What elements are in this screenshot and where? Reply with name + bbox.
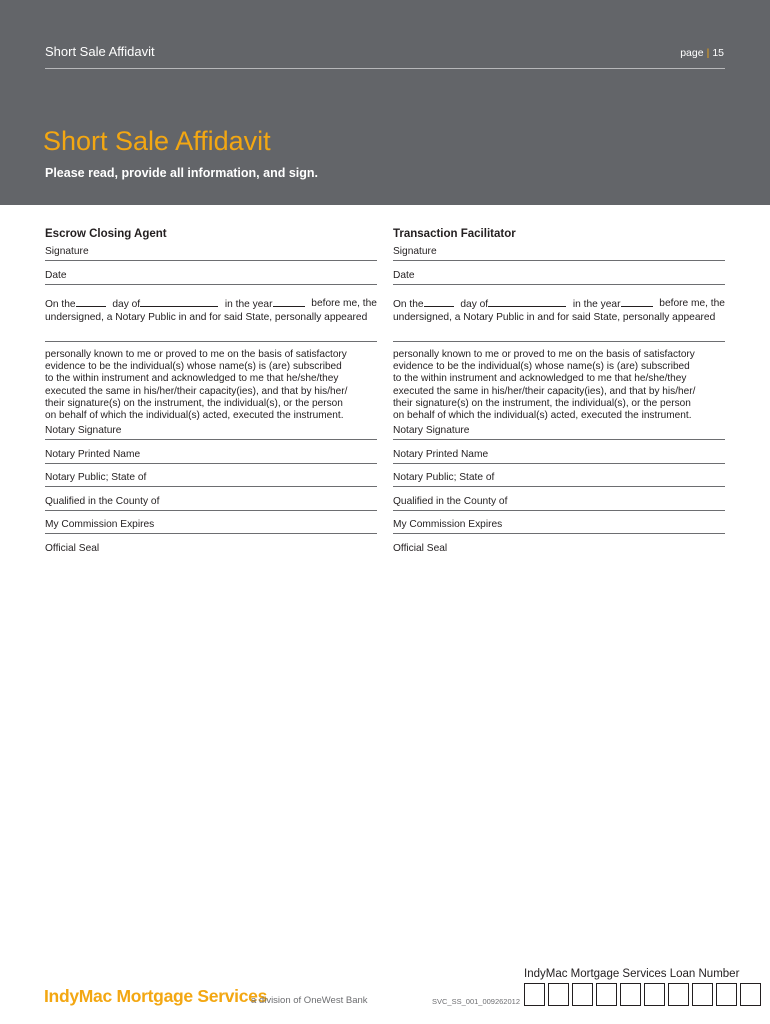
commission-expires-field[interactable]: My Commission Expires	[393, 518, 725, 534]
year-blank[interactable]	[273, 297, 305, 307]
notary-public-state-field[interactable]: Notary Public; State of	[393, 471, 725, 487]
date-field[interactable]: Date	[393, 269, 725, 285]
appeared-name-field[interactable]	[393, 324, 725, 342]
section-heading: Escrow Closing Agent	[45, 228, 167, 240]
commission-expires-field[interactable]: My Commission Expires	[45, 518, 377, 534]
header-divider	[45, 68, 725, 69]
acknowledgment-paragraph	[45, 349, 377, 422]
notary-signature-field[interactable]: Notary Signature	[45, 424, 377, 440]
day-of-text: day of	[112, 299, 141, 310]
paragraph-line: executed the same in his/her/their capacity(ies), and that by his/her/	[45, 385, 348, 397]
document-code: SVC_SS_001_009262012	[432, 997, 520, 1006]
loan-number-digit-box[interactable]	[716, 983, 737, 1006]
paragraph-line: their signature(s) on the instrument, the individual(s), or the person	[393, 397, 691, 409]
qualified-county-field[interactable]: Qualified in the County of	[45, 495, 377, 511]
notary-acknowledgment-intro	[45, 297, 377, 324]
loan-number-boxes	[524, 983, 764, 1006]
day-blank[interactable]	[76, 297, 106, 307]
running-title: Short Sale Affidavit	[45, 44, 155, 59]
paragraph-line: their signature(s) on the instrument, the individual(s), or the person	[45, 397, 343, 409]
notary-public-state-field[interactable]: Notary Public; State of	[45, 471, 377, 487]
page-title: Short Sale Affidavit	[43, 126, 271, 156]
section-heading: Transaction Facilitator	[393, 228, 516, 240]
paragraph-line: on behalf of which the individual(s) acted, executed the instrument.	[45, 410, 344, 422]
paragraph-line: on behalf of which the individual(s) acted, executed the instrument.	[393, 410, 692, 422]
paragraph-line: to the within instrument and acknowledged to me that he/she/they	[393, 373, 687, 385]
date-field[interactable]: Date	[45, 269, 377, 285]
header-band	[0, 0, 770, 205]
notary-printed-name-field[interactable]: Notary Printed Name	[393, 448, 725, 464]
page-number-label	[680, 47, 724, 59]
notary-signature-field[interactable]: Notary Signature	[393, 424, 725, 440]
page-subtitle: Please read, provide all information, and sign.	[45, 166, 318, 180]
day-of-text: day of	[460, 299, 489, 310]
page-separator: |	[706, 47, 710, 59]
loan-number-digit-box[interactable]	[572, 983, 593, 1006]
loan-number-digit-box[interactable]	[668, 983, 689, 1006]
on-the-text: On the	[45, 299, 76, 310]
page-number: 15	[712, 47, 724, 59]
loan-number-digit-box[interactable]	[692, 983, 713, 1006]
appeared-name-field[interactable]	[45, 324, 377, 342]
qualified-county-field[interactable]: Qualified in the County of	[393, 495, 725, 511]
signature-field[interactable]: Signature	[393, 245, 725, 261]
loan-number-digit-box[interactable]	[524, 983, 545, 1006]
paragraph-line: executed the same in his/her/their capacity(ies), and that by his/her/	[393, 385, 696, 397]
loan-number-digit-box[interactable]	[596, 983, 617, 1006]
transaction-facilitator-section	[393, 226, 725, 556]
official-seal-label: Official Seal	[45, 542, 100, 554]
signature-field[interactable]: Signature	[45, 245, 377, 261]
notary-acknowledgment-intro	[393, 297, 725, 324]
loan-number-digit-box[interactable]	[548, 983, 569, 1006]
loan-number-label: IndyMac Mortgage Services Loan Number	[524, 968, 740, 980]
month-blank[interactable]	[488, 297, 566, 307]
notary-printed-name-field[interactable]: Notary Printed Name	[45, 448, 377, 464]
year-blank[interactable]	[621, 297, 653, 307]
paragraph-line: evidence to be the individual(s) whose name(s) is (are) subscribed	[45, 361, 342, 373]
on-the-text: On the	[393, 299, 424, 310]
escrow-closing-agent-section	[45, 226, 377, 556]
paragraph-line: personally known to me or proved to me on the basis of satisfactory	[393, 349, 695, 360]
brand-subtitle: a division of OneWest Bank	[251, 995, 368, 1006]
paragraph-line: evidence to be the individual(s) whose name(s) is (are) subscribed	[393, 361, 690, 373]
undersigned-text: undersigned, a Notary Public in and for said State, personally appeared	[393, 312, 716, 323]
paragraph-line: to the within instrument and acknowledged to me that he/she/they	[45, 373, 339, 385]
day-blank[interactable]	[424, 297, 454, 307]
loan-number-digit-box[interactable]	[740, 983, 761, 1006]
before-me-text: before me, the	[659, 298, 725, 309]
acknowledgment-paragraph	[393, 349, 725, 422]
in-the-year-text: in the year	[572, 299, 621, 310]
loan-number-digit-box[interactable]	[620, 983, 641, 1006]
paragraph-line: personally known to me or proved to me on the basis of satisfactory	[45, 349, 347, 360]
month-blank[interactable]	[140, 297, 218, 307]
loan-number-digit-box[interactable]	[644, 983, 665, 1006]
official-seal-label: Official Seal	[393, 542, 448, 554]
in-the-year-text: in the year	[224, 299, 273, 310]
page-word: page	[680, 47, 704, 59]
before-me-text: before me, the	[311, 298, 377, 309]
undersigned-text: undersigned, a Notary Public in and for said State, personally appeared	[45, 312, 368, 323]
brand-logo: IndyMac Mortgage Services	[44, 986, 267, 1006]
